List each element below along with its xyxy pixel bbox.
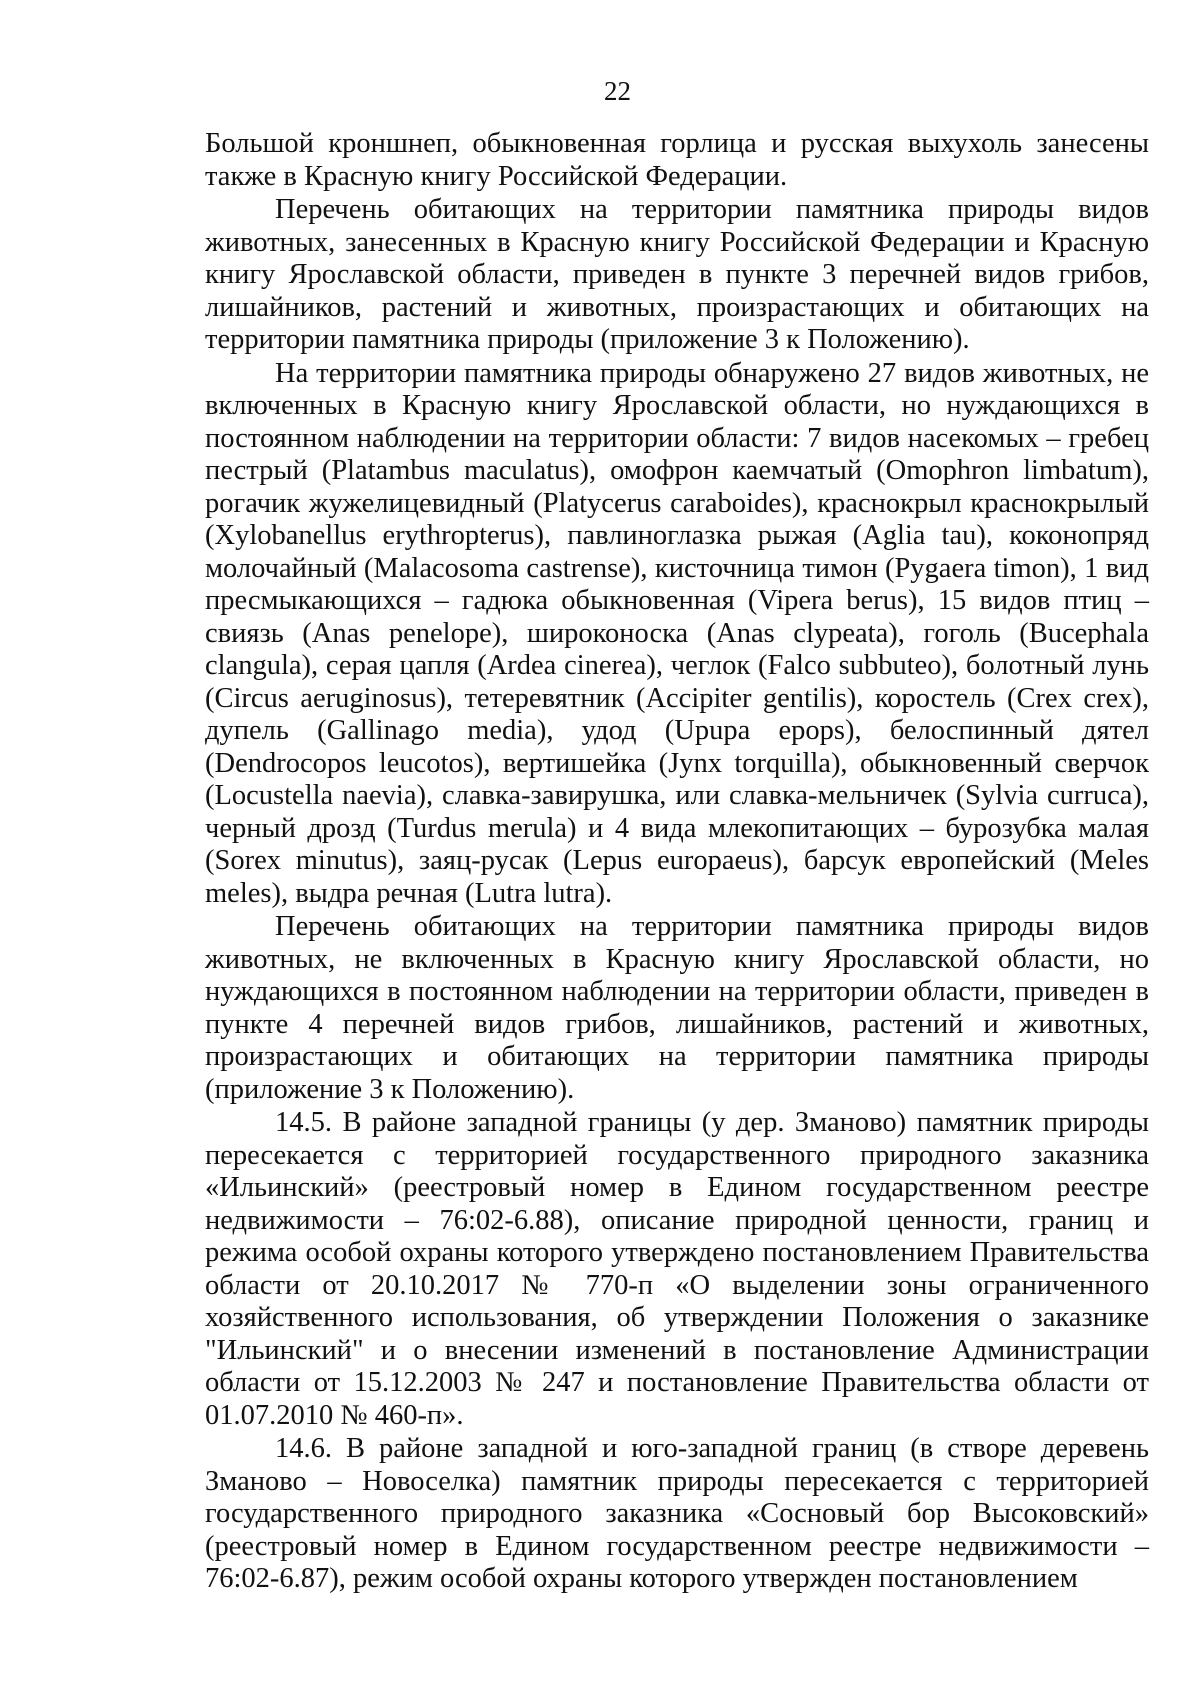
paragraph-section-14-6: 14.6. В районе западной и юго-западной границ (в створе деревень Зманово – Новоселка) памятник природы пересекается с территорией государственного природного заказника «Сосновый бор Высоковский» (реестровый номер в Едином государственном реестре недвижимости – 76:02-6.87), режим особой охраны которого утвержден постановлением xyxy=(205,1433,1149,1594)
paragraph-1: Большой кроншнеп, обыкновенная горлица и русская выхухоль занесены также в Красную книгу Российской Федерации. xyxy=(205,128,1149,192)
paragraph-4: Перечень обитающих на территории памятника природы видов животных, не включенных в Красную книгу Ярославской области, но нуждающихся в постоянном наблюдении на территории области, приведен в пункте 4 перечней видов грибов, лишайников, растений и животных, произрастающих и обитающих на территории памятника природы (приложение 3 к Положению). xyxy=(205,911,1149,1105)
document-body xyxy=(205,128,1149,1596)
paragraph-3: На территории памятника природы обнаружено 27 видов животных, не включенных в Красную книгу Ярославской области, но нуждающихся в постоянном наблюдении на территории области: 7 видов насекомых – гребец пестрый (Platambus maculatus), омофрон каемчатый (Omophron limbatum), рогачик жужелицевидный (Platycerus caraboides), краснокрыл краснокрылый (Xylobanellus erythropterus), павлиноглазка рыжая (Aglia tau), коконопряд молочайный (Malacosoma castrense), кисточница тимон (Pygaera timon), 1 вид пресмыкающихся – гадюка обыкновенная (Vipera berus), 15 видов птиц – свиязь (Anas penelope), широконоска (Anas clypeata), гоголь (Bucephala clangula), серая цапля (Ardea cinerea), чеглок (Falco subbuteo), болотный лунь (Circus aeruginosus), тетеревятник (Accipiter gentilis), коростель (Crex crex), дупель (Gallinago media), удод (Upupa epops), белоспинный дятел (Dendrocopos leucotos), вертишейка (Jynx torquilla), обыкновенный сверчок (Locustella naevia), славка-завирушка, или славка-мельничек (Sylvia curruca), черный дрозд (Turdus merula) и 4 вида млекопитающих – бурозубка малая (Sorex minutus), заяц-русак (Lepus europaeus), барсук европейский (Meles meles), выдра речная (Lutra lutra). xyxy=(205,357,1149,909)
paragraph-section-14-5: 14.5. В районе западной границы (у дер. Зманово) памятник природы пересекается с территорией государственного природного заказника «Ильинский» (реестровый номер в Едином государственном реестре недвижимости – 76:02-6.88), описание природной ценности, границ и режима особой охраны которого утверждено постановлением Правительства области от 20.10.2017 № 770-п «О выделении зоны ограниченного хозяйственного использования, об утверждении Положения о заказнике "Ильинский" и о внесении изменений в постановление Администрации области от 15.12.2003 № 247 и постановление Правительства области от 01.07.2010 № 460-п». xyxy=(205,1107,1149,1431)
page-number: 22 xyxy=(604,76,631,106)
paragraph-2: Перечень обитающих на территории памятника природы видов животных, занесенных в Красную книгу Российской Федерации и Красную книгу Ярославской области, приведен в пункте 3 перечней видов грибов, лишайников, растений и животных, произрастающих и обитающих на территории памятника природы (приложение 3 к Положению). xyxy=(205,194,1149,355)
